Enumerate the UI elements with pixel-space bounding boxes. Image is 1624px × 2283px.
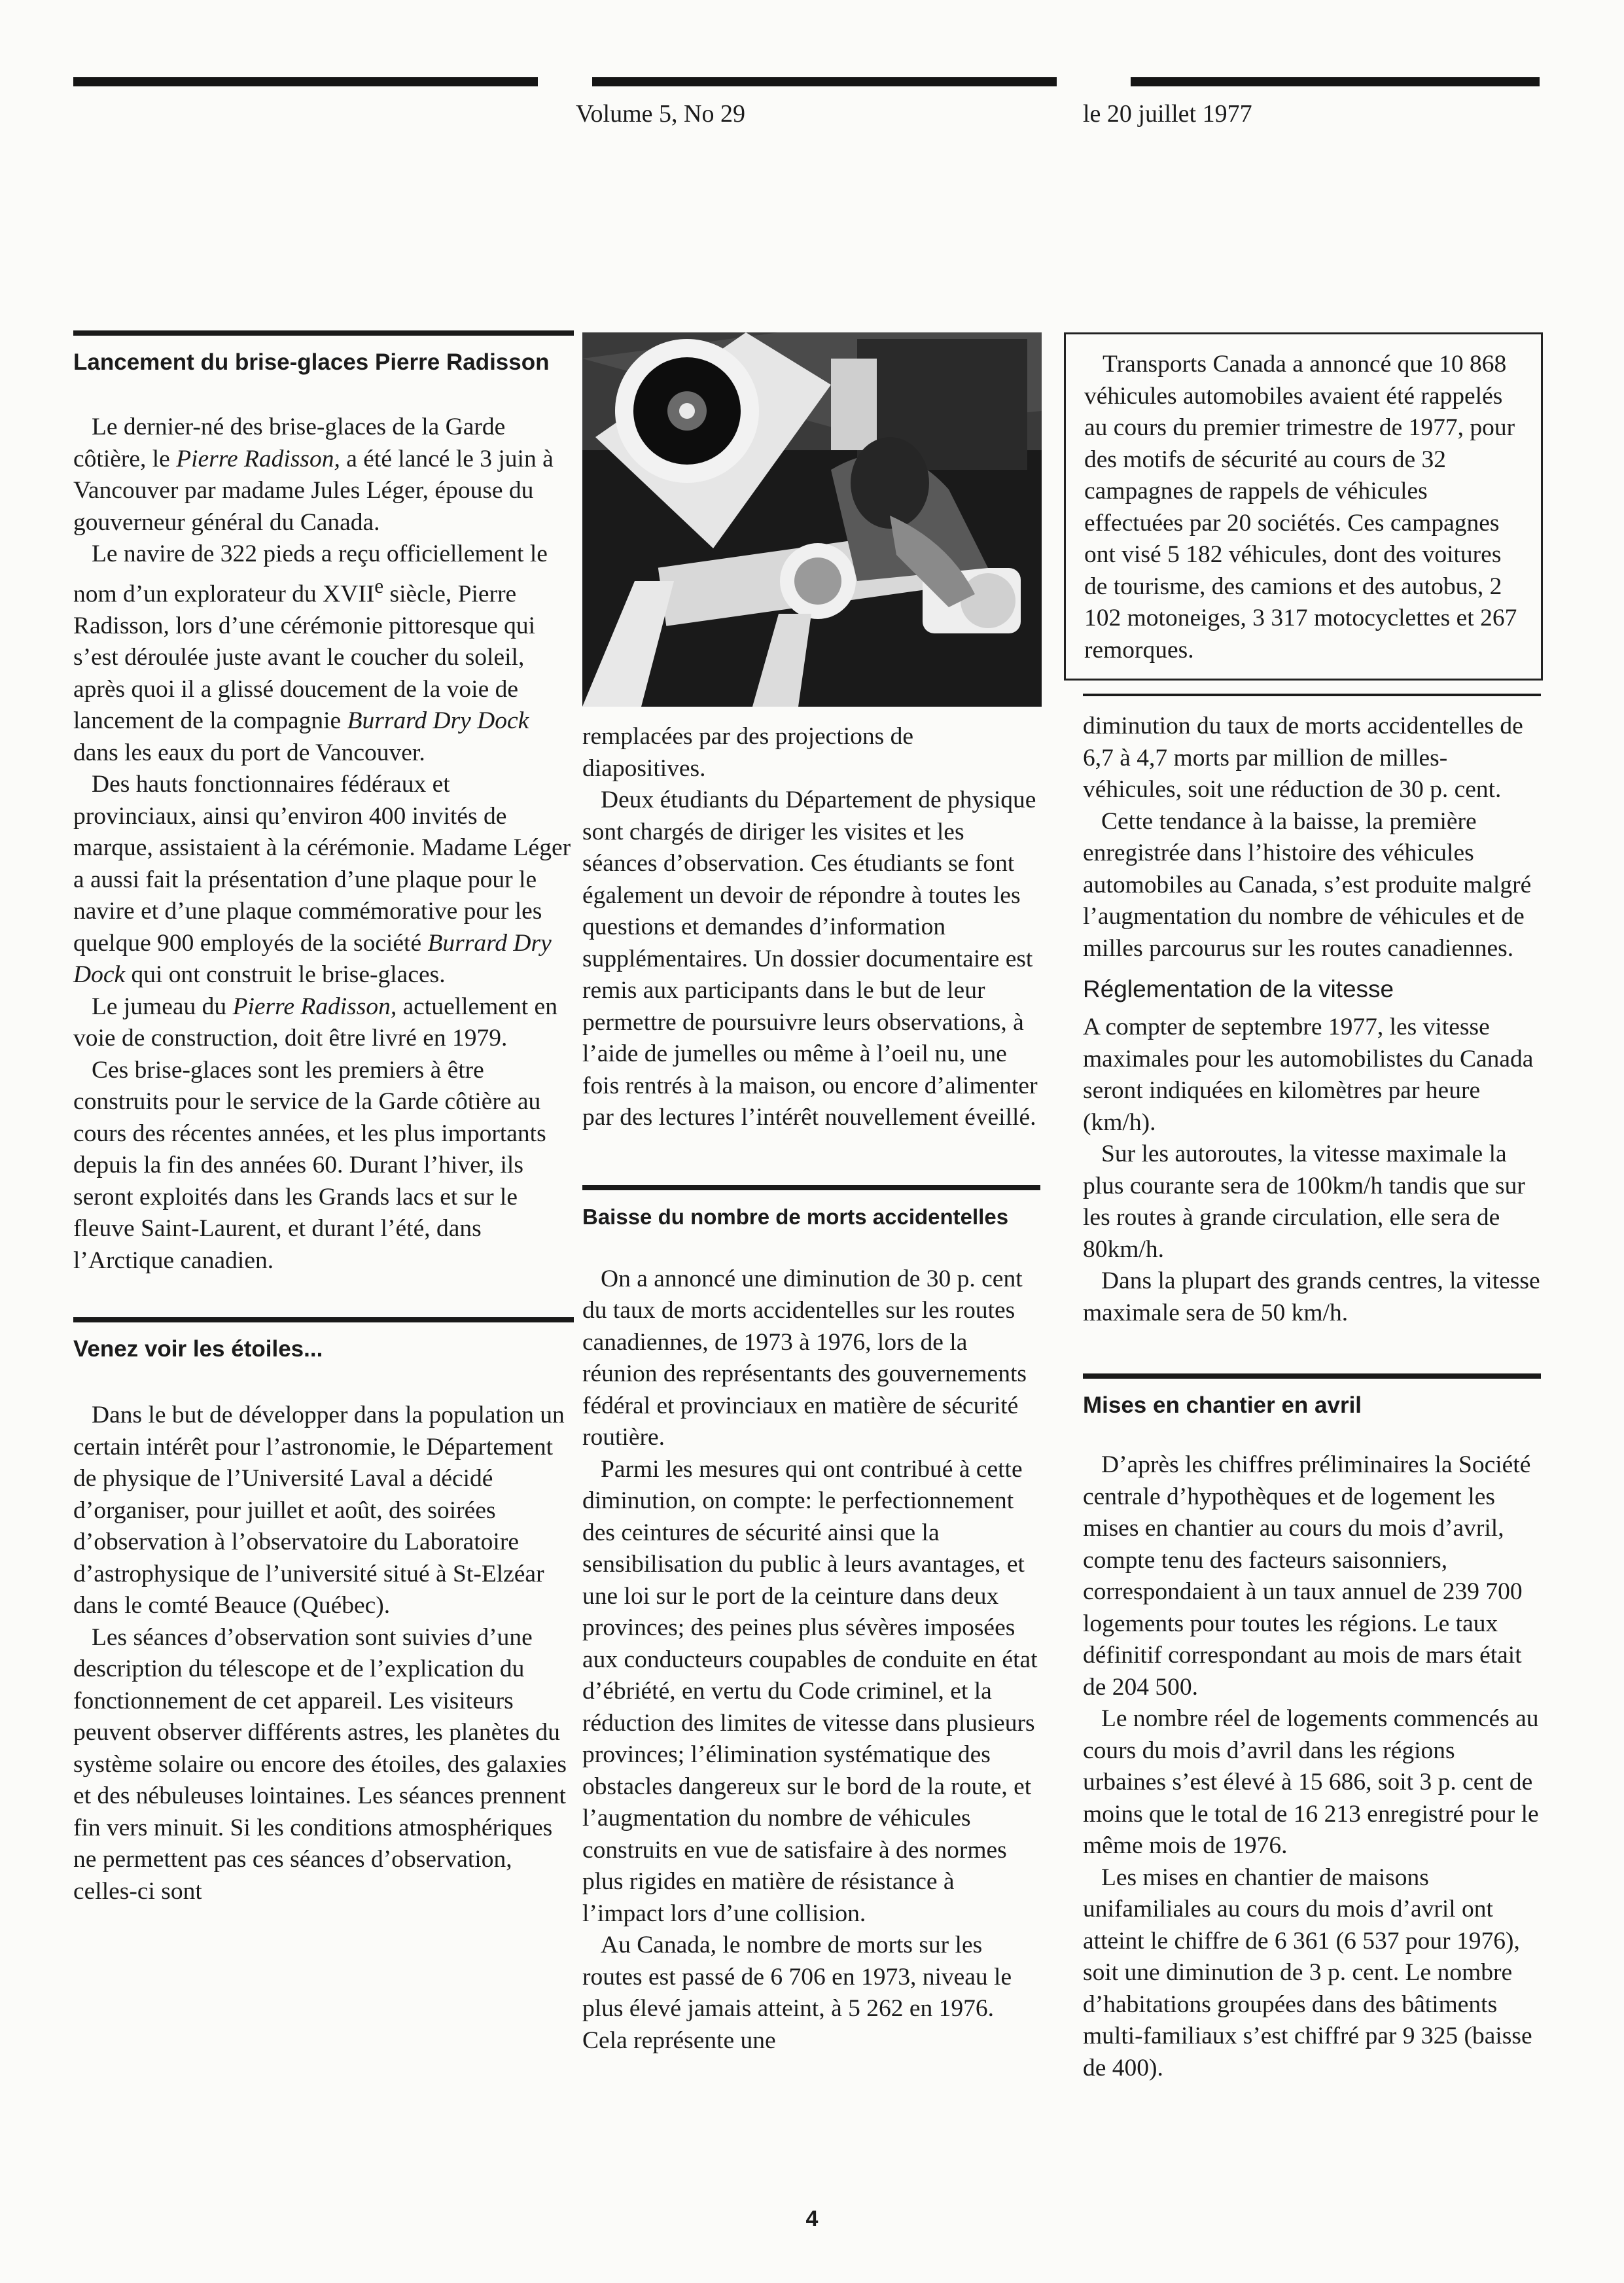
column-1 — [73, 330, 574, 1907]
paragraph: diminution du taux de morts accidentelles de 6,7 à 4,7 morts par million de milles-véhicules, soit une réduction de 30 p. cent. — [1083, 713, 1523, 803]
paragraph: Le dernier-né des brise-glaces de la Garde côtière, le Pierre Radisson, a été lancé le 3 juin à Vancouver par madame Jules Léger, épouse du gouverneur général du Canada. — [73, 414, 554, 536]
section-rule — [1083, 1373, 1541, 1379]
paragraph: On a annoncé une diminution de 30 p. cent du taux de morts accidentelles sur les routes canadiennes, de 1973 à 1976, lors de la réunion des représentants des gouvernements fédéral et provinciaux en matière de sécurité routière. — [582, 1265, 1027, 1451]
issue-date: le 20 juillet 1977 — [1083, 100, 1252, 128]
section-rule — [73, 1317, 574, 1322]
paragraph: Le navire de 322 pieds a reçu officiellement le nom d’un explorateur du XVIIe siècle, Pierre Radisson, lors d’une cérémonie pittoresque qui s’est déroulée juste avant le coucher du soleil, après quoi il a glissé doucement de la voie de lancement de la compagnie Burrard Dry Dock dans les eaux du port de Vancouver. — [73, 540, 548, 766]
column-3 — [1083, 694, 1541, 2084]
article-body-brise-glaces — [73, 412, 574, 1277]
article-body-vitesse — [1083, 1012, 1541, 1329]
section-rule — [582, 1185, 1040, 1190]
paragraph: Des hauts fonctionnaires fédéraux et provinciaux, ainsi qu’environ 400 invités de marque, assistaient à la cérémonie. Madame Léger a aussi fait la présentation d’une plaque pour le navire et d’une plaque commémorative pour les quelque 900 employés de la société Burrard Dry Dock qui ont construit le brise-glaces. — [73, 771, 571, 988]
subheading-vitesse: Réglementation de la vitesse — [1083, 976, 1394, 1002]
paragraph: remplacées par des projections de diapositives. — [582, 723, 914, 782]
paragraph: Les mises en chantier de maisons unifamiliales au cours du mois d’avril ont atteint le chiffre de 6 361 (6 537 pour 1976), soit une diminution de 3 p. cent. Le nombre d’habitations groupées dans des bâtiments multi-familiaux s’est chiffré par 9 325 (baisse de 400). — [1083, 1864, 1532, 2081]
paragraph: A compter de septembre 1977, les vitesse maximales pour les automobilistes du Canada seront indiquées en kilomètres par heure (km/h). — [1083, 1014, 1534, 1136]
paragraph: Deux étudiants du Département de physique sont chargés de diriger les visites et les séances d’observation. Ces étudiants se font également un devoir de répondre à toutes les questions et demandes d’information supplémentaires. Un dossier documentaire est remis aux participants dans le but de leur permettre de poursuivre leurs observations, à l’aide de jumelles ou même à l’oeil nu, une fois rentrés à la maison, ou encore d’alimenter par des lectures l’intérêt nouvellement éveillé. — [582, 787, 1038, 1131]
article-title-chantier: Mises en chantier en avril — [1083, 1392, 1362, 1418]
telescope-photo — [582, 332, 1042, 707]
column-2 — [582, 721, 1040, 2057]
article-body-chantier — [1083, 1449, 1541, 2084]
article-body-etoiles — [73, 1400, 574, 1907]
paragraph: Dans le but de développer dans la population un certain intérêt pour l’astronomie, le Département de physique de l’Université Laval a décidé d’organiser, pour juillet et août, des soirées d’observation à l’observatoire du Laboratoire d’astrophysique de l’université situé à St-Elzéar dans le comté Beauce (Québec). — [73, 1402, 565, 1619]
article-title-etoiles: Venez voir les étoiles... — [73, 1336, 323, 1362]
article-title-morts: Baisse du nombre de morts accidentelles — [582, 1204, 1009, 1229]
article-body-etoiles-continued — [582, 721, 1040, 1134]
telescope-photo-image — [582, 332, 1042, 707]
paragraph: Ces brise-glaces sont les premiers à être construits pour le service de la Garde côtière au cours des récentes années, et les plus importants depuis la fin des années 60. Durant l’hiver, ils seront exploités dans les Grands lacs et sur le fleuve Saint-Laurent, et durant l’été, dans l’Arctique canadien. — [73, 1056, 546, 1274]
volume-number: Volume 5, No 29 — [576, 100, 745, 128]
paragraph: D’après les chiffres préliminaires la Société centrale d’hypothèques et de logement les mises en chantier au cours du mois d’avril, compte tenu des facteurs saisonniers, correspondaient à un taux annuel de 239 700 logements pour toutes les régions. Le taux définitif correspondant au mois de mars était de 204 500. — [1083, 1451, 1531, 1701]
paragraph: Au Canada, le nombre de morts sur les routes est passé de 6 706 en 1973, niveau le plus élevé jamais atteint, à 5 262 en 1976. Cela représente une — [582, 1932, 1012, 2054]
paragraph: Parmi les mesures qui ont contribué à cette diminution, on compte: le perfectionnement des ceintures de sécurité ainsi que la sensibilisation du public à leurs avantages, et une loi sur le port de la ceinture dans deux provinces; des peines plus sévères imposées aux conducteurs coupables de conduite en état d’ébriété, en vertu du Code criminel, et la réduction des limites de vitesse dans plusieurs provinces; l’élimination systématique des obstacles dangereux sur le bord de la route, et l’augmentation du nombre de véhicules construits en vue de satisfaire à des normes plus rigides en matière de résistance à l’impact lors d’une collision. — [582, 1455, 1038, 1927]
box-text: Transports Canada a annoncé que 10 868 véhicules automobiles avaient été rappelés au cours du premier trimestre de 1977, pour des motifs de sécurité au cours de 32 campagnes de rappels de véhicules effectuées par 20 sociétés. Ces campagnes ont visé 5 182 véhicules, dont des voitures de tourisme, des camions et des autobus, 2 102 motoneiges, 3 317 motocyclettes et 267 remorques. — [1084, 351, 1517, 664]
paragraph: Le nombre réel de logements commencés au cours du mois d’avril dans les régions urbaines s’est élevé à 15 686, soit 3 p. cent de moins que le total de 16 213 enregistré pour le même mois de 1976. — [1083, 1705, 1539, 1859]
paragraph: Cette tendance à la baisse, la première enregistrée dans l’histoire des véhicules automobiles au Canada, s’est produite malgré l’augmentation du nombre de véhicules et de milles parcourus sur les routes canadiennes. — [1083, 807, 1532, 962]
page-number: 4 — [805, 2206, 819, 2231]
transports-canada-box — [1064, 332, 1543, 681]
header-rule-middle — [592, 77, 1057, 86]
header-rule-left — [73, 77, 538, 86]
section-rule — [1083, 694, 1541, 696]
paragraph: Dans la plupart des grands centres, la vitesse maximale sera de 50 km/h. — [1083, 1267, 1540, 1326]
header-rule-right — [1131, 77, 1540, 86]
article-title-brise-glaces: Lancement du brise-glaces Pierre Radisson — [73, 349, 550, 375]
paragraph: Le jumeau du Pierre Radisson, actuellement en voie de construction, doit être livré en 1979. — [73, 993, 557, 1052]
paragraph: Sur les autoroutes, la vitesse maximale la plus courante sera de 100km/h tandis que sur les routes à grande circulation, elle sera de 80km/h. — [1083, 1141, 1525, 1263]
article-body-morts — [582, 1264, 1040, 2057]
section-rule — [73, 330, 574, 336]
article-body-morts-continued — [1083, 711, 1541, 965]
paragraph: Les séances d’observation sont suivies d’une description du télescope et de l’explication du fonctionnement de cet appareil. Les visiteurs peuvent observer différents astres, les planètes du système solaire ou encore des étoiles, des galaxies et des nébuleuses lointaines. Les séances prennent fin vers minuit. Si les conditions atmosphériques ne permettent pas ces séances d’observation, celles-ci sont — [73, 1623, 567, 1905]
